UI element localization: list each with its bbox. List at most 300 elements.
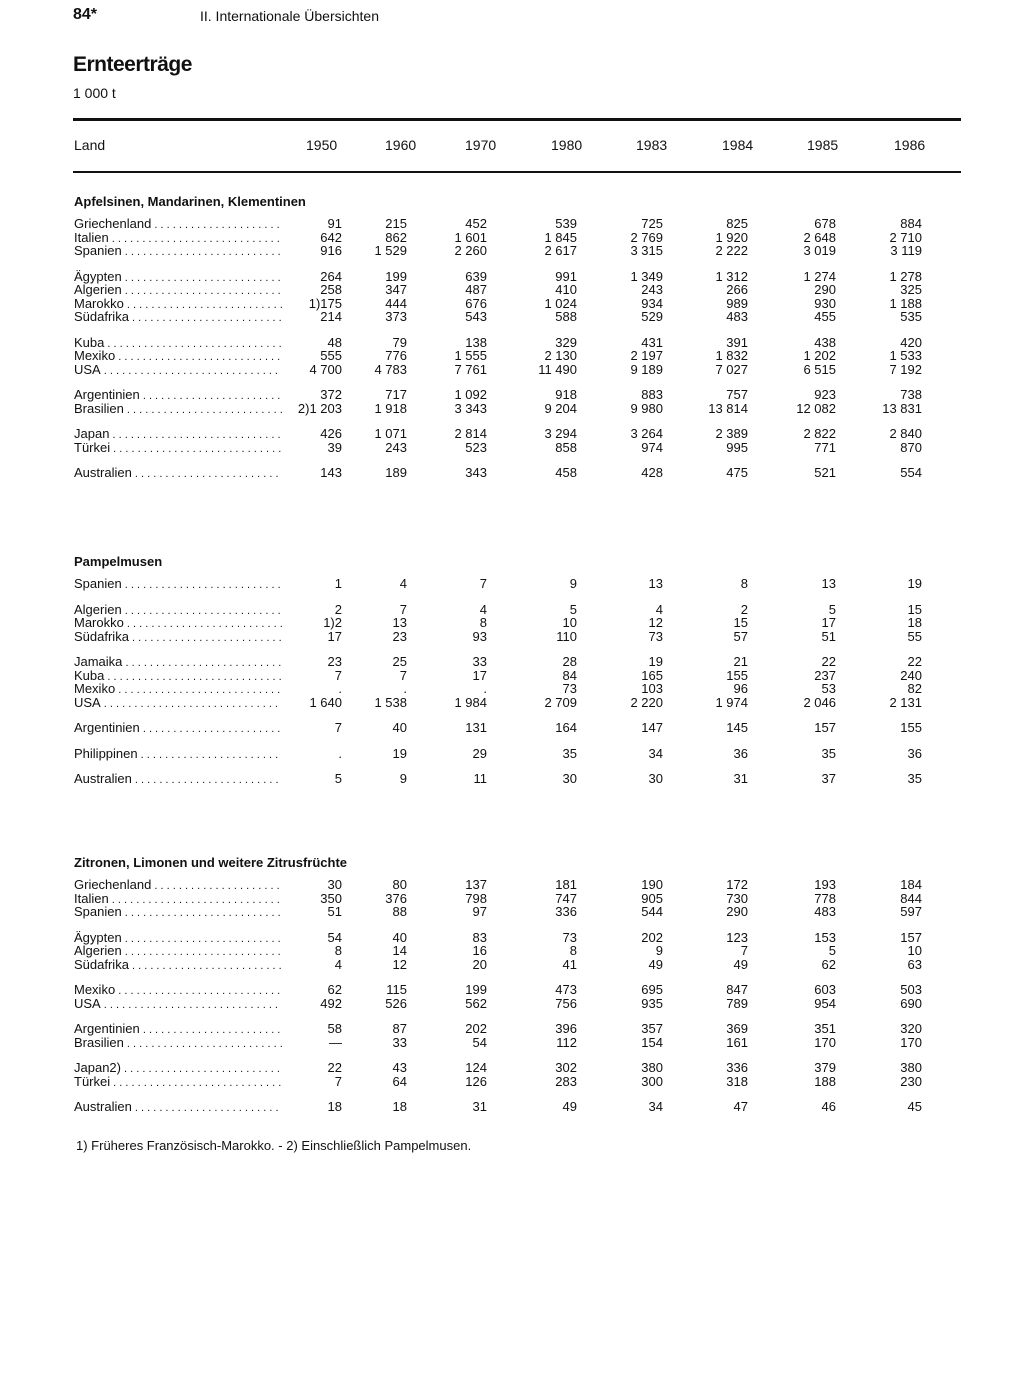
value-1983: 190 [641, 877, 663, 892]
value-1950: 372 [320, 387, 342, 402]
value-1960: 79 [392, 334, 407, 350]
column-header-1985: 1985 [807, 137, 839, 153]
value-1984: 1 920 [715, 229, 748, 245]
value-1950: 7 [334, 720, 342, 735]
value-1960: 862 [385, 229, 407, 245]
row-group [74, 217, 974, 258]
value-1960: 88 [392, 904, 407, 919]
value-1950: 555 [320, 348, 342, 363]
row-group [74, 577, 974, 591]
value-1984: 7 027 [715, 361, 748, 377]
table-row [74, 270, 974, 284]
value-1960: 40 [392, 720, 407, 735]
table-row [74, 878, 974, 892]
value-1986: 2 131 [889, 694, 922, 710]
value-1960: 7 [399, 667, 407, 683]
table-row [74, 983, 974, 997]
value-1983: 695 [641, 982, 663, 997]
value-1986: 597 [900, 904, 922, 919]
value-1950: 4 700 [309, 361, 342, 377]
value-1960: 444 [385, 295, 407, 311]
table-row [74, 441, 974, 455]
value-1985: 771 [814, 439, 836, 455]
value-1985: 46 [821, 1099, 836, 1114]
value-1970: 1 984 [454, 694, 487, 710]
value-1986: 2 710 [889, 229, 922, 245]
value-1985: 13 [821, 576, 836, 591]
value-1984: 1 974 [715, 694, 748, 710]
value-1985: 6 515 [803, 361, 836, 377]
value-1986: 1 533 [889, 348, 922, 363]
value-1980: 49 [562, 1099, 577, 1114]
value-1985: 2 046 [803, 694, 836, 710]
column-header-row [0, 137, 1024, 157]
value-1960: 717 [385, 387, 407, 402]
value-1980: 2 617 [544, 243, 577, 258]
value-1970: 1 092 [454, 387, 487, 402]
value-1986: 503 [900, 982, 922, 997]
country-name: Kuba . . . [74, 336, 282, 352]
country-name: Griechenland . . . [74, 217, 282, 233]
country-name: Südafrika . . . [74, 958, 282, 974]
value-1986: 155 [900, 720, 922, 735]
value-1970: 523 [465, 439, 487, 455]
country-name: Philippinen . . . [74, 747, 282, 763]
value-1980: 164 [555, 720, 577, 735]
value-1950: 39 [327, 439, 342, 455]
value-1950: 18 [327, 1099, 342, 1114]
table-row [74, 283, 974, 297]
value-1984: 47 [733, 1099, 748, 1114]
page-number: 84* [73, 6, 98, 23]
value-1950: 4 [334, 956, 342, 972]
country-name: Italien . . . [74, 892, 282, 908]
value-1984: 290 [726, 904, 748, 919]
value-1970: 343 [465, 465, 487, 480]
value-1970: 137 [465, 877, 487, 892]
country-name: USA . . . [74, 363, 282, 379]
country-name: Südafrika . . . [74, 630, 282, 646]
section-title: Apfelsinen, Mandarinen, Klementinen [74, 194, 306, 209]
value-1970: 202 [465, 1021, 487, 1036]
value-1985: 455 [814, 309, 836, 324]
value-1985: 483 [814, 904, 836, 919]
value-1985: 678 [814, 216, 836, 231]
value-1980: 858 [555, 439, 577, 455]
section-pampelmusen [74, 553, 974, 798]
table-row [74, 1022, 974, 1036]
value-1984: 2 222 [715, 243, 748, 258]
value-1986: 325 [900, 282, 922, 297]
value-1980: 410 [555, 282, 577, 297]
table-row [74, 231, 974, 245]
country-name: Argentinien . . . [74, 721, 282, 737]
value-1960: 376 [385, 890, 407, 906]
row-group [74, 931, 974, 972]
value-1970: 20 [472, 956, 487, 972]
value-1980: 84 [562, 667, 577, 683]
country-name: Mexiko . . . [74, 349, 282, 365]
value-1970: 54 [472, 1034, 487, 1050]
value-1960: 776 [385, 348, 407, 363]
value-1986: 15 [907, 601, 922, 617]
value-1984: 31 [733, 771, 748, 786]
value-1980: 991 [555, 268, 577, 284]
row-group [74, 270, 974, 324]
value-1983: 300 [641, 1073, 663, 1089]
section-title: Pampelmusen [74, 554, 163, 569]
value-1985: 237 [814, 667, 836, 683]
value-1950: 426 [320, 426, 342, 441]
value-1984: 7 [740, 943, 748, 958]
value-1986: 35 [907, 771, 922, 786]
value-1950: 7 [334, 667, 342, 683]
country-name: Australien . . . [74, 1100, 282, 1116]
country-name: Türkei . . . [74, 441, 282, 457]
row-group [74, 336, 974, 377]
value-1970: 29 [472, 745, 487, 761]
value-1970: 126 [465, 1073, 487, 1089]
table-row [74, 1100, 974, 1114]
country-name: Ägypten . . . [74, 270, 282, 286]
row-group [74, 388, 974, 415]
value-1950: 214 [320, 309, 342, 324]
value-1960: 373 [385, 309, 407, 324]
column-header-1960: 1960 [385, 137, 417, 153]
country-name: USA . . . [74, 696, 282, 712]
table-row [74, 577, 974, 591]
value-1984: 1 832 [715, 348, 748, 363]
table-row [74, 747, 974, 761]
value-1984: 49 [733, 956, 748, 972]
country-name: Brasilien . . . [74, 402, 282, 418]
table-row [74, 931, 974, 945]
country-name: Algerien . . . [74, 603, 282, 619]
value-1983: 243 [641, 282, 663, 297]
value-1984: 757 [726, 387, 748, 402]
value-1970: 639 [465, 268, 487, 284]
value-1985: 2 648 [803, 229, 836, 245]
value-1983: 103 [641, 681, 663, 696]
value-1985: 1 202 [803, 348, 836, 363]
table-row [74, 905, 974, 919]
value-1960: 40 [392, 929, 407, 945]
value-1970: 3 343 [454, 400, 487, 416]
value-1985: 153 [814, 929, 836, 945]
table-row [74, 1061, 974, 1075]
value-1986: 13 831 [882, 400, 922, 416]
value-1986: 63 [907, 956, 922, 972]
value-1980: 35 [562, 745, 577, 761]
value-1984: 123 [726, 929, 748, 945]
value-1983: 380 [641, 1060, 663, 1075]
value-1980: 28 [562, 654, 577, 669]
value-1983: 935 [641, 995, 663, 1011]
value-1986: 420 [900, 334, 922, 350]
value-1950: . [338, 745, 342, 761]
value-1950: 258 [320, 282, 342, 297]
value-1980: 112 [556, 1034, 577, 1050]
value-1986: 36 [907, 745, 922, 761]
value-1970: . [483, 681, 487, 696]
value-1983: 73 [648, 628, 663, 644]
value-1960: 1 071 [374, 426, 407, 441]
column-header-1983: 1983 [636, 137, 668, 153]
value-1950: 30 [327, 877, 342, 892]
country-name: USA . . . [74, 997, 282, 1013]
value-1984: 318 [726, 1073, 748, 1089]
value-1986: 844 [900, 890, 922, 906]
row-group [74, 1061, 974, 1088]
value-1950: 2)1 203 [297, 400, 342, 416]
value-1983: 34 [648, 1099, 663, 1114]
value-1984: 2 [740, 601, 748, 617]
value-1986: 380 [900, 1060, 922, 1075]
value-1980: 110 [556, 628, 577, 644]
value-1986: 1 188 [889, 295, 922, 311]
value-1983: 30 [648, 771, 663, 786]
value-1984: 161 [726, 1034, 748, 1050]
value-1983: 725 [641, 216, 663, 231]
value-1980: 5 [569, 601, 577, 617]
table-row [74, 944, 974, 958]
value-1984: 995 [726, 439, 748, 455]
value-1950: 54 [327, 929, 342, 945]
value-1986: 535 [900, 309, 922, 324]
value-1985: 157 [814, 720, 836, 735]
value-1983: 2 220 [630, 694, 663, 710]
value-1960: 9 [399, 771, 407, 786]
value-1950: 7 [334, 1073, 342, 1089]
country-name: Mexiko . . . [74, 682, 282, 698]
value-1960: 1 529 [374, 243, 407, 258]
value-1985: 290 [814, 282, 836, 297]
value-1950: 5 [334, 771, 342, 786]
value-1960: 43 [392, 1060, 407, 1075]
value-1985: 22 [821, 654, 836, 669]
value-1960: 189 [385, 465, 407, 480]
country-name: Jamaika . . . [74, 655, 282, 671]
value-1984: 15 [733, 615, 748, 630]
table-title: Ernteerträge [73, 53, 192, 76]
value-1984: 155 [726, 667, 748, 683]
value-1950: 22 [327, 1060, 342, 1075]
column-header-1980: 1980 [551, 137, 583, 153]
value-1970: 93 [472, 628, 487, 644]
value-1980: 2 130 [544, 348, 577, 363]
value-1970: 2 814 [454, 426, 487, 441]
row-group [74, 772, 974, 786]
table-row [74, 603, 974, 617]
country-name: Argentinien . . . [74, 1022, 282, 1038]
value-1950: 62 [327, 982, 342, 997]
value-1980: 41 [562, 956, 577, 972]
header-rule [73, 171, 961, 173]
value-1986: 2 840 [889, 426, 922, 441]
value-1960: 115 [386, 982, 407, 997]
value-1984: 57 [733, 628, 748, 644]
table-row [74, 217, 974, 231]
value-1983: 202 [641, 929, 663, 945]
value-1970: 543 [465, 309, 487, 324]
value-1950: 23 [327, 654, 342, 669]
footnote: 1) Früheres Französisch-Marokko. - 2) Einschließlich Pampelmusen. [76, 1138, 472, 1153]
value-1984: 989 [726, 295, 748, 311]
value-1983: 9 189 [630, 361, 663, 377]
value-1986: 884 [900, 216, 922, 231]
value-1960: 1 538 [374, 694, 407, 710]
country-name: Spanien . . . [74, 577, 282, 593]
value-1986: 230 [900, 1073, 922, 1089]
value-1985: 37 [821, 771, 836, 786]
value-1986: 19 [907, 576, 922, 591]
value-1960: 243 [385, 439, 407, 455]
value-1985: 521 [814, 465, 836, 480]
value-1983: 1 349 [630, 268, 663, 284]
table-row [74, 655, 974, 669]
table-row [74, 772, 974, 786]
value-1950: — [329, 1034, 342, 1050]
value-1986: 738 [900, 387, 922, 402]
value-1950: 58 [327, 1021, 342, 1036]
value-1960: 199 [385, 268, 407, 284]
value-1950: 17 [327, 628, 342, 644]
value-1984: 391 [726, 334, 748, 350]
column-header-1984: 1984 [722, 137, 754, 153]
table-row [74, 402, 974, 416]
value-1970: 124 [465, 1060, 487, 1075]
value-1970: 33 [472, 654, 487, 669]
column-header-1950: 1950 [306, 137, 338, 153]
country-name: Algerien . . . [74, 944, 282, 960]
value-1960: 347 [385, 282, 407, 297]
value-1970: 7 [479, 576, 487, 591]
value-1983: 905 [641, 890, 663, 906]
value-1985: 351 [814, 1021, 836, 1036]
value-1970: 131 [465, 720, 487, 735]
country-name: Italien . . . [74, 231, 282, 247]
value-1983: 934 [641, 295, 663, 311]
value-1960: 64 [392, 1073, 407, 1089]
value-1986: 55 [907, 628, 922, 644]
value-1980: 336 [555, 904, 577, 919]
value-1984: 36 [733, 745, 748, 761]
value-1970: 11 [473, 771, 487, 786]
value-1986: 690 [900, 995, 922, 1011]
value-1970: 199 [465, 982, 487, 997]
value-1980: 283 [555, 1073, 577, 1089]
value-1970: 2 260 [454, 243, 487, 258]
value-1983: 12 [648, 615, 663, 630]
row-group [74, 1022, 974, 1049]
table-row [74, 1036, 974, 1050]
value-1983: 13 [648, 576, 663, 591]
country-name: Marokko . . . [74, 616, 282, 632]
value-1983: 2 197 [630, 348, 663, 363]
value-1983: 529 [641, 309, 663, 324]
value-1986: 240 [900, 667, 922, 683]
chapter-heading: II. Internationale Übersichten [200, 8, 379, 24]
value-1980: 918 [555, 387, 577, 402]
value-1986: 22 [907, 654, 922, 669]
value-1984: 730 [726, 890, 748, 906]
value-1980: 458 [555, 465, 577, 480]
value-1986: 320 [900, 1021, 922, 1036]
value-1984: 21 [733, 654, 748, 669]
value-1960: 4 [399, 576, 407, 591]
value-1970: 31 [472, 1099, 487, 1114]
value-1960: 7 [399, 601, 407, 617]
row-group [74, 1100, 974, 1114]
value-1983: 165 [641, 667, 663, 683]
value-1983: 428 [641, 465, 663, 480]
table-unit: 1 000 t [73, 85, 116, 101]
value-1985: 51 [821, 628, 836, 644]
table-row [74, 682, 974, 696]
value-1970: 798 [465, 890, 487, 906]
value-1950: 1 [334, 576, 342, 591]
value-1970: 8 [479, 615, 487, 630]
value-1986: 870 [900, 439, 922, 455]
value-1980: 1 024 [544, 295, 577, 311]
value-1983: 544 [641, 904, 663, 919]
row-group [74, 983, 974, 1010]
value-1950: 916 [320, 243, 342, 258]
value-1985: 379 [814, 1060, 836, 1075]
table-row [74, 310, 974, 324]
table-row [74, 244, 974, 258]
value-1986: 554 [900, 465, 922, 480]
value-1984: 1 312 [715, 268, 748, 284]
row-group [74, 655, 974, 709]
value-1983: 19 [648, 654, 663, 669]
row-group [74, 603, 974, 644]
row-group [74, 747, 974, 761]
value-1960: 23 [392, 628, 407, 644]
value-1980: 8 [569, 943, 577, 958]
value-1984: 172 [726, 877, 748, 892]
section-apfelsinen [74, 193, 974, 492]
value-1980: 11 490 [538, 361, 577, 377]
value-1983: 154 [641, 1034, 663, 1050]
value-1985: 17 [821, 615, 836, 630]
value-1950: 91 [327, 216, 342, 231]
value-1950: . [338, 681, 342, 696]
value-1986: 3 119 [890, 243, 922, 258]
value-1986: 45 [907, 1099, 922, 1114]
value-1986: 157 [900, 929, 922, 945]
value-1960: . [403, 681, 407, 696]
value-1985: 12 082 [796, 400, 836, 416]
table-row [74, 696, 974, 710]
value-1960: 87 [392, 1021, 407, 1036]
value-1970: 1 555 [454, 348, 487, 363]
section-zitronen [74, 854, 974, 1126]
value-1960: 14 [392, 943, 407, 958]
row-group [74, 466, 974, 480]
value-1986: 10 [907, 943, 922, 958]
value-1984: 847 [726, 982, 748, 997]
value-1980: 181 [555, 877, 577, 892]
table-row [74, 958, 974, 972]
value-1984: 13 814 [708, 400, 748, 416]
value-1980: 30 [562, 771, 577, 786]
table-row [74, 466, 974, 480]
country-name: Algerien . . . [74, 283, 282, 299]
value-1985: 923 [814, 387, 836, 402]
value-1950: 2 [334, 601, 342, 617]
value-1986: 170 [900, 1034, 922, 1050]
